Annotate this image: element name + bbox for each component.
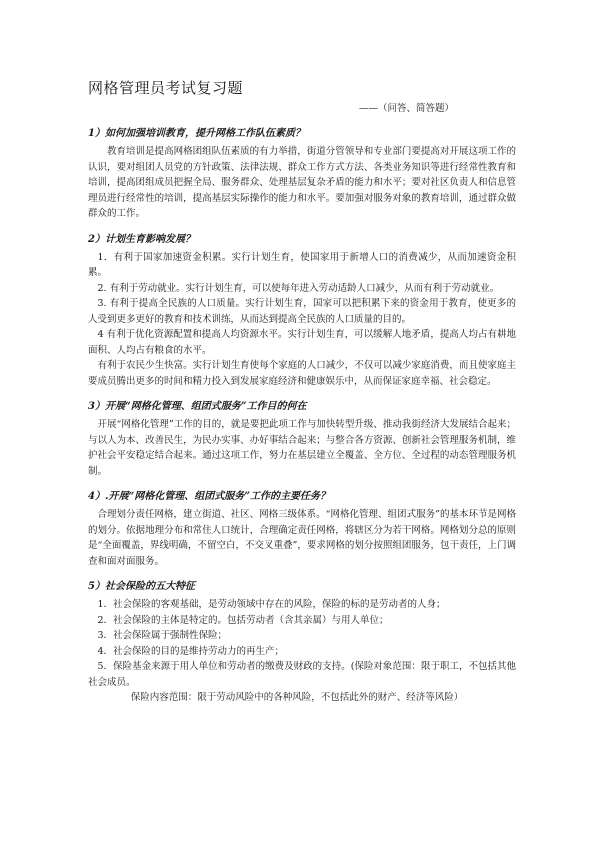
section-heading: 4）.开展“网格化管理、组团式服务”工作的主要任务？ (88, 491, 330, 502)
list-item: 5．保险基金来源于用人单位和劳动者的缴费及财政的支持。(保险对象范围：限于职工，不包括其他社会成员。 (88, 661, 516, 688)
section-3 (88, 399, 516, 479)
section-heading: 3）开展“网格化管理、组团式服务”工作目的何在 (88, 401, 307, 412)
section-heading: 2）计划生育影响发展？ (88, 233, 195, 245)
section-item-list (88, 597, 516, 690)
document-subtitle: ——（问答、简答题） (358, 103, 454, 114)
section-paragraph: 教育培训是提高网格团组队伍素质的有力举措，街道分管领导和专业部门要提高对开展这项工作的认识，要对组团人员党的方针政策、法律法规、群众工作方式方法、各类业务知识等进行经常性教育和培训，提高团组成员把握全局、服务群众、处理基层复杂矛盾的能力和水平；要对社区负责人和信息管理员进行经常性的培训，提高基层实际操作的能力和水平。要加强对服务对象的教育培训，通过群众做群众的工作。 (88, 146, 516, 219)
list-item: 2. 有利于劳动就业。实行计划生育，可以使每年进入劳动适龄人口减少，从而有利于劳动就业。 (97, 282, 500, 294)
list-item: 1．有利于国家加速资金积累。实行计划生育，使国家用于新增人口的消费减少，从而加速资金积累。 (88, 251, 516, 278)
list-item: 4．社会保险的目的是维持劳动力的再生产； (97, 645, 285, 657)
section-4 (88, 489, 516, 569)
document-title: 网格管理员考试复习题 (88, 79, 244, 97)
list-item: 3．社会保险属于强制性保险； (97, 630, 228, 641)
section-paragraph: 开展“网格化管理”工作的目的，就是要把此项工作与加快转型升级、推动我街经济大发展结合起来；与以人为本、改善民生，为民办实事、办好事结合起来；与整合各方资源、创新社会管理服务机制，维护社会平安稳定结合起来。通过这项工作，努力在基层建立全覆盖、全方位、全过程的动态管理服务机制。 (88, 419, 516, 477)
list-item: 4 有利于优化资源配置和提高人均资源水平。实行计划生育，可以缓解人地矛盾，提高人均占有耕地面积、人均占有粮食的水平。 (88, 329, 516, 356)
section-1 (88, 126, 516, 222)
section-5 (88, 579, 516, 706)
section-heading: 1）如何加强培训教育，提升网格工作队伍素质？ (88, 128, 305, 139)
list-item: 2．社会保险的主体是特定的。包括劳动者（含其亲属）与用人单位； (97, 614, 389, 626)
section-item-list (88, 250, 516, 390)
list-item: 3. 有利于提高全民族的人口质量。实行计划生育，国家可以把积累下来的资金用于教育，使更多的人受到更多更好的教育和技术训练，从而达到提高全民族的人口质量的目的。 (88, 298, 516, 325)
list-item: 1．社会保险的客观基础，是劳动领域中存在的风险，保险的标的是劳动者的人身； (97, 599, 446, 610)
section-2 (88, 232, 516, 390)
section-note: 保险内容范围：限于劳动风险中的各种风险，不包括此外的财产、经济等风险） (130, 692, 464, 703)
section-heading: 5）社会保险的五大特征 (88, 581, 195, 592)
section-paragraph: 合理划分责任网格，建立街道、社区、网格三级体系。“网格化管理、组团式服务”的基本环节是网格的划分。依据地理分布和常住人口统计，合理确定责任网格，将辖区分为若干网格。网格划分总的原则是“全面覆盖，界线明确，不留空白，不交叉重叠”，要求网格的划分按照组团服务，包干责任，上门调查和面对面服务。 (88, 509, 516, 567)
list-item: 有利于农民少生快富。实行计划生育使每个家庭的人口减少，不仅可以减少家庭消费，而且使家庭主要成员腾出更多的时间和精力投入到发展家庭经济和健康娱乐中，从而保证家庭幸福、社会稳定。 (88, 360, 516, 387)
